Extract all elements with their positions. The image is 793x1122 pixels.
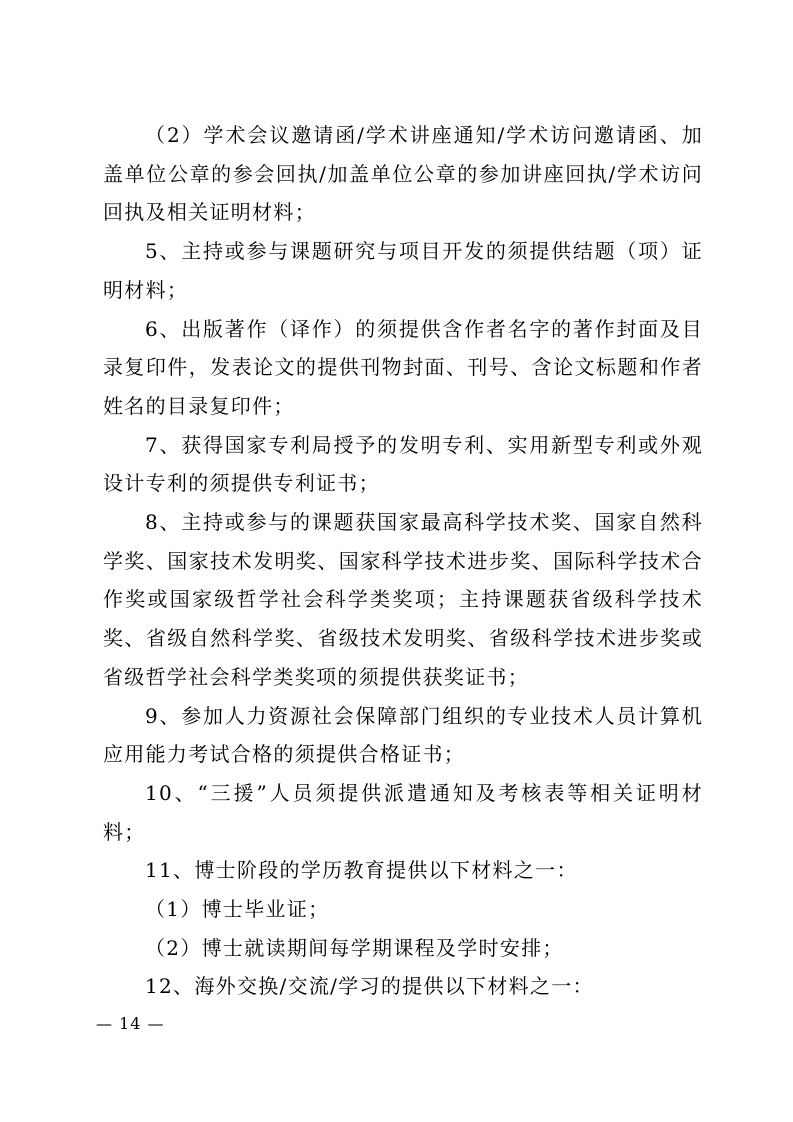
- paragraph-item-6: 6、出版著作（译作）的须提供含作者名字的著作封面及目录复印件，发表论文的提供刊物封面、刊号、含论文标题和作者姓名的目录复印件；: [103, 316, 703, 418]
- document-body: [103, 116, 703, 1006]
- paragraph-item-5: 5、主持或参与课题研究与项目开发的须提供结题（项）证明材料；: [103, 239, 703, 302]
- paragraph-item-8: 8、主持或参与的课题获国家最高科学技术奖、国家自然科学奖、国家技术发明奖、国家科学技术进步奖、国际科学技术合作奖或国家级哲学社会科学类奖项；主持课题获省级科学技术奖、省级自然科学奖、省级技术发明奖、省级科学技术进步奖或省级哲学社会科学类奖项的须提供获奖证书；: [103, 510, 703, 689]
- paragraph-item-11: 11、博士阶段的学历教育提供以下材料之一：: [145, 858, 578, 883]
- paragraph-invitation-materials: （2）学术会议邀请函/学术讲座通知/学术访问邀请函、加盖单位公章的参会回执/加盖单位公章的参加讲座回执/学术访问回执及相关证明材料；: [103, 123, 703, 225]
- paragraph-item-10: 10、“三援”人员须提供派遣通知及考核表等相关证明材料；: [103, 780, 703, 844]
- page-number: — 14 —: [96, 1014, 165, 1033]
- paragraph-item-11-sub-2: （2）博士就读期间每学期课程及学时安排；: [145, 935, 564, 960]
- paragraph-item-9: 9、参加人力资源社会保障部门组织的专业技术人员计算机应用能力考试合格的须提供合格证书；: [103, 703, 703, 767]
- paragraph-item-12: 12、海外交换/交流/学习的提供以下材料之一：: [145, 974, 594, 999]
- paragraph-item-7: 7、获得国家专利局授予的发明专利、实用新型专利或外观设计专利的须提供专利证书；: [103, 432, 703, 496]
- paragraph-item-11-sub-1: （1）博士毕业证；: [145, 897, 330, 922]
